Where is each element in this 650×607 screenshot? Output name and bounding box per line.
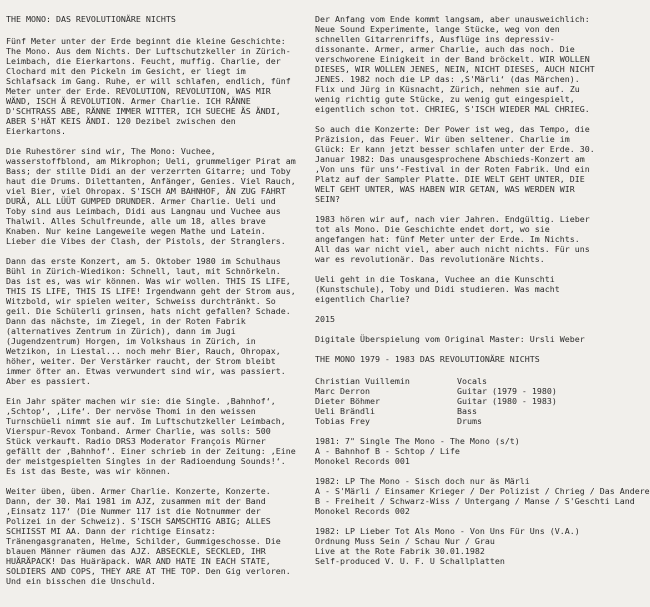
essay-paragraph-5: Weiter üben, üben. Armer Charlie. Konzerte, Konzerte. Dann, der 30. Mai 1981 im AJZ, zusammen mit der Band ‚Einsatz 117‘ (Die Nummer 117 ist die Notnummer der Polizei in der Schweiz). S'ISCH SAMSCHTIG ABIG; ALLES SCHIISST MI AA. Dann der richtige Einsatz: Tränengasgranaten, Helme, Schilder, Gummigeschosse. Die blauen Männer räumen das AJZ. ABSECKLE, SECKLED, IHR HUÄRÄPACK! Das Huäräpack. WAR AND HATE IN EACH STATE, SOLDIERS AND COPS, THEY ARE AT THE TOP. Den Gig verloren. Und ein bisschen die Unschuld. [6,486,291,586]
release-line: A - S'Märli / Einsamer Krieger / Der Polizist / Chrieg / Das Andere [315,486,650,496]
essay-paragraph-3: Dann das erste Konzert, am 5. Oktober 1980 im Schulhaus Bühl in Zürich-Wiedikon: Schnell, laut, mit Schnörkeln. Das ist es, was wir können. Was wir wollen. THIS IS LIFE, THIS IS LIFE, THIS IS LIFE! Irgendwann geht der Strom aus, Witzbold, wir spielen weiter, Schweiss durchtränkt. So geil. Die Schülerli grinsen, hats nicht gefallen? Schade. Dann das nächste, im Ziegel, in der Roten Fabrik (alternatives Zentrum in Zürich), dann im Jugi (Jugendzentrum) Horgen, im Volkshaus in Zürich, in Wetzikon, in Liestal... noch mehr Bier, Rauch, Ohropax, höher, weiter. Der Verstärker raucht, der Strom bleibt immer öfter an. Etwas verwundert sind wir, was passiert. Aber es passiert. [6,256,296,386]
release-line: Monokel Records 002 [315,506,410,516]
release-line: Self-produced V. U. F. U Schallplatten [315,556,505,566]
member-name: Tobias Frey [315,416,370,426]
essay-paragraph-7: So auch die Konzerte: Der Power ist weg, das Tempo, die Präzision, das Feuer. Wir üben seltener. Charlie im Glück: Er kann jetzt besser schlafen unter der Erde. 30. Januar 1982: Das unausgesprochene Abschieds-Konzert am ‚Von uns für uns‘-Festival in der Roten Fabrik. Und ein Platz auf der Sampler Platte. DIE WELT GEHT UNTER, DIE WELT GEHT UNTER, WAS HABEN WIR GETAN, WAS WERDEN WIR SEIN? [315,124,595,204]
essay-paragraph-6: Der Anfang vom Ende kommt langsam, aber unausweichlich: Neue Sound Experimente, lange Stücke, weg von den schnellen Gitarrenriffs, Ausflüge ins depressiv-dissonante. Armer, armer Charlie, auch das noch. Die verschworene Einigkeit in der Band bröckelt. WIR WOLLEN DIESES, WIR WOLLEN JENES, NEIN, NICHT DIESES, AUCH NICHT JENES. 1982 noch die LP das: ‚S'Märli‘ (das Märchen). Flix und Jürg in Küsnacht, Zürich, nehmen sie auf. Zu wenig richtig gute Stücke, zu wenig gut eingespielt, eigentlich schon tot. CHRIEG, S'ISCH WIEDER MAL CHRIEG. [315,14,595,114]
right-column [315,14,650,576]
essay-paragraph-9: Ueli geht in die Toskana, Vuchee an die Kunschti (Kunstschule), Toby und Didi studieren. Was macht eigentlich Charlie? [315,274,560,304]
member-name: Dieter Böhmer [315,396,380,406]
band-section-title: THE MONO 1979 - 1983 DAS REVOLUTIONÄRE NICHTS [315,354,540,364]
release-line: A - Bahnhof B - Schtop / Life [315,446,460,456]
member-role: Bass [457,406,477,416]
essay-paragraph-1: Fünf Meter unter der Erde beginnt die kleine Geschichte: The Mono. Aus dem Nichts. Der Luftschutzkeller in Zürich-Leimbach, die Eierkartons. Feucht, muffig. Charlie, der Clochard mit den Pickeln im Gesicht, er liegt im Schlafsack im Gang. Ruhe, er will schlafen, endlich, fünf Meter unter der Erde. REVOLUTION, REVOLUTION, WAS MIR WÄND, ISCH Ä REVOLUTION. Armer Charlie. ICH RÄNNE D'SCHTRASS ABE, RÄNNE IMMER WITTER, ICH SUECHE ÄS ÄNDI, ABER S'HÄT KEIS ÄNDI. 120 Dezibel zwischen den Eierkartons. [6,36,291,136]
member-name: Ueli Brändli [315,406,375,416]
left-column [6,14,296,596]
release-lp-1982-sampler [315,526,597,566]
mastering-credit: Digitale Überspielung vom Original Master: Ursli Weber [315,334,585,344]
member-name: Marc Derron [315,386,370,396]
release-line: 1982: LP Lieber Tot Als Mono - Von Uns Für Uns (V.A.) [315,526,580,536]
release-line: Ordnung Muss Sein / Schau Nur / Grau [315,536,495,546]
member-role: Guitar (1980 - 1983) [457,396,557,406]
release-line: B - Freiheit / Schwarz-Wiss / Untergang / Manse / S'Geschti Land [315,496,635,506]
release-lp-1982-maerli [315,476,650,516]
release-line: 1981: 7" Single The Mono - The Mono (s/t) [315,436,520,446]
essay-paragraph-8: 1983 hören wir auf, nach vier Jahren. Endgültig. Lieber tot als Mono. Die Geschichte endet dort, wo sie angefangen hat: fünf Meter unter der Erde. Im Nichts. All das war nicht viel, aber auch nicht nichts. Für uns war es revolutionär. Das revolutionäre Nichts. [315,214,590,264]
member-role: Vocals [457,376,487,386]
release-single-1981 [315,436,597,466]
release-line: 1982: LP The Mono - Sisch doch nur äs Märli [315,476,530,486]
essay-title: THE MONO: DAS REVOLUTIONÄRE NICHTS [6,14,176,24]
member-name: Christian Vuillemin [315,376,410,386]
essay-paragraph-2: Die Ruhestörer sind wir, The Mono: Vuchee, wasserstoffblond, am Mikrophon; Ueli, grummeliger Pirat am Bass; der stille Didi an der verzerrten Gitarre; und Toby haut die Drums. Dilettanten, Anfänger, Genies. Viel Rauch, viel Bier, viel Ohropax. S'ISCH AM BAHNHOF, ÄN ZUG FAHRT DURÄ, ALL LÜÜT GUMPED DRUNDER. Armer Charlie. Ueli und Toby sind aus Leimbach, Didi aus Langnau und Vuchee aus Thalwil. Alles Schulfreunde, alle um 18, alles brave Knaben. Nur keine Langeweile wegen Mathe und Latein. Lieber die Vibes der Clash, der Pistols, der Stranglers. [6,146,296,246]
release-line: Live at the Rote Fabrik 30.01.1982 [315,546,485,556]
essay-paragraph-4: Ein Jahr später machen wir sie: die Single. ‚Bahnhof‘, ‚Schtop‘, ‚Life‘. Der nervöse Thomi in den weissen Turnschüeli nimmt sie auf. Im Luftschutzkeller Leimbach, Vierspur-Revox Tonband. Armer Charlie, was solls: 500 Stück verkauft. Radio DRS3 Moderator François Mürner gefällt der ‚Bahnhof‘. Einer schrieb in der Zeitung: ‚Eine der meistgespielten Singles in der Radioendung Sounds!‘. Es ist das Beste, was wir können. [6,396,296,476]
release-line: Monokel Records 001 [315,456,410,466]
member-role: Drums [457,416,482,426]
essay-year: 2015 [315,314,335,324]
member-role: Guitar (1979 - 1980) [457,386,557,396]
band-members [315,376,597,426]
